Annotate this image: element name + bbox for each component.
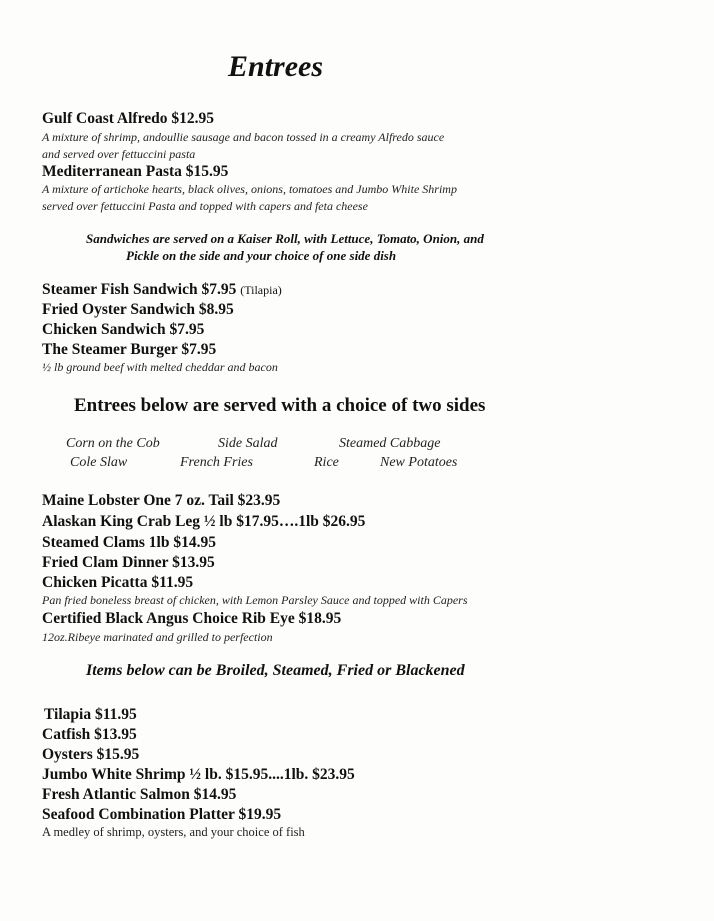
side-option: Corn on the Cob: [66, 436, 160, 451]
item-desc-line: 12oz.Ribeye marinated and grilled to perfection: [42, 630, 273, 644]
item-desc-line: and served over fettuccini pasta: [42, 147, 196, 161]
item-gulf-coast-alfredo: Gulf Coast Alfredo $12.95: [42, 110, 214, 127]
item-steamer-fish-sandwich: Steamer Fish Sandwich $7.95 (Tilapia): [42, 281, 282, 298]
sandwich-note-line: Pickle on the side and your choice of one side dish: [126, 248, 397, 263]
item-atlantic-salmon: Fresh Atlantic Salmon $14.95: [42, 786, 237, 803]
item-chicken-sandwich: Chicken Sandwich $7.95: [42, 321, 205, 338]
item-seafood-platter: Seafood Combination Platter $19.95: [42, 806, 282, 823]
side-option: Steamed Cabbage: [339, 436, 441, 451]
item-oysters: Oysters $15.95: [42, 746, 140, 763]
item-chicken-picatta: Chicken Picatta $11.95: [42, 574, 194, 591]
item-catfish: Catfish $13.95: [42, 726, 137, 743]
item-desc-line: A mixture of artichoke hearts, black olives, onions, tomatoes and Jumbo White Shrimp: [42, 182, 457, 196]
two-sides-heading: Entrees below are served with a choice of two sides: [74, 395, 486, 416]
side-option: French Fries: [180, 455, 253, 470]
item-desc-line: A mixture of shrimp, andoullie sausage and bacon tossed in a creamy Alfredo sauce: [42, 130, 445, 144]
item-mediterranean-pasta: Mediterranean Pasta $15.95: [42, 163, 229, 180]
side-option: Cole Slaw: [70, 455, 128, 470]
item-desc-line: ½ lb ground beef with melted cheddar and bacon: [42, 360, 278, 374]
side-option: Side Salad: [218, 436, 278, 451]
item-desc-line: served over fettuccini Pasta and topped with capers and feta cheese: [42, 199, 368, 213]
item-tilapia: Tilapia $11.95: [44, 706, 137, 723]
side-option: Rice: [314, 455, 339, 470]
item-desc-line: A medley of shrimp, oysters, and your choice of fish: [42, 825, 305, 839]
item-extra-note: (Tilapia): [240, 283, 282, 297]
item-fried-clam-dinner: Fried Clam Dinner $13.95: [42, 554, 215, 571]
page-title: Entrees: [228, 50, 324, 83]
item-desc-line: Pan fried boneless breast of chicken, with Lemon Parsley Sauce and topped with Capers: [42, 593, 468, 607]
item-fried-oyster-sandwich: Fried Oyster Sandwich $8.95: [42, 301, 234, 318]
item-steamed-clams: Steamed Clams 1lb $14.95: [42, 534, 216, 551]
cooking-style-heading: Items below can be Broiled, Steamed, Fried or Blackened: [86, 662, 465, 679]
item-maine-lobster: Maine Lobster One 7 oz. Tail $23.95: [42, 492, 281, 509]
side-option: New Potatoes: [380, 455, 458, 470]
sandwich-note-line: Sandwiches are served on a Kaiser Roll, with Lettuce, Tomato, Onion, and: [86, 231, 484, 246]
item-steamer-burger: The Steamer Burger $7.95: [42, 341, 217, 358]
item-jumbo-white-shrimp: Jumbo White Shrimp ½ lb. $15.95....1lb. $23.95: [42, 766, 355, 783]
item-rib-eye: Certified Black Angus Choice Rib Eye $18.95: [42, 610, 342, 627]
item-alaskan-king-crab: Alaskan King Crab Leg ½ lb $17.95….1lb $26.95: [42, 513, 366, 530]
